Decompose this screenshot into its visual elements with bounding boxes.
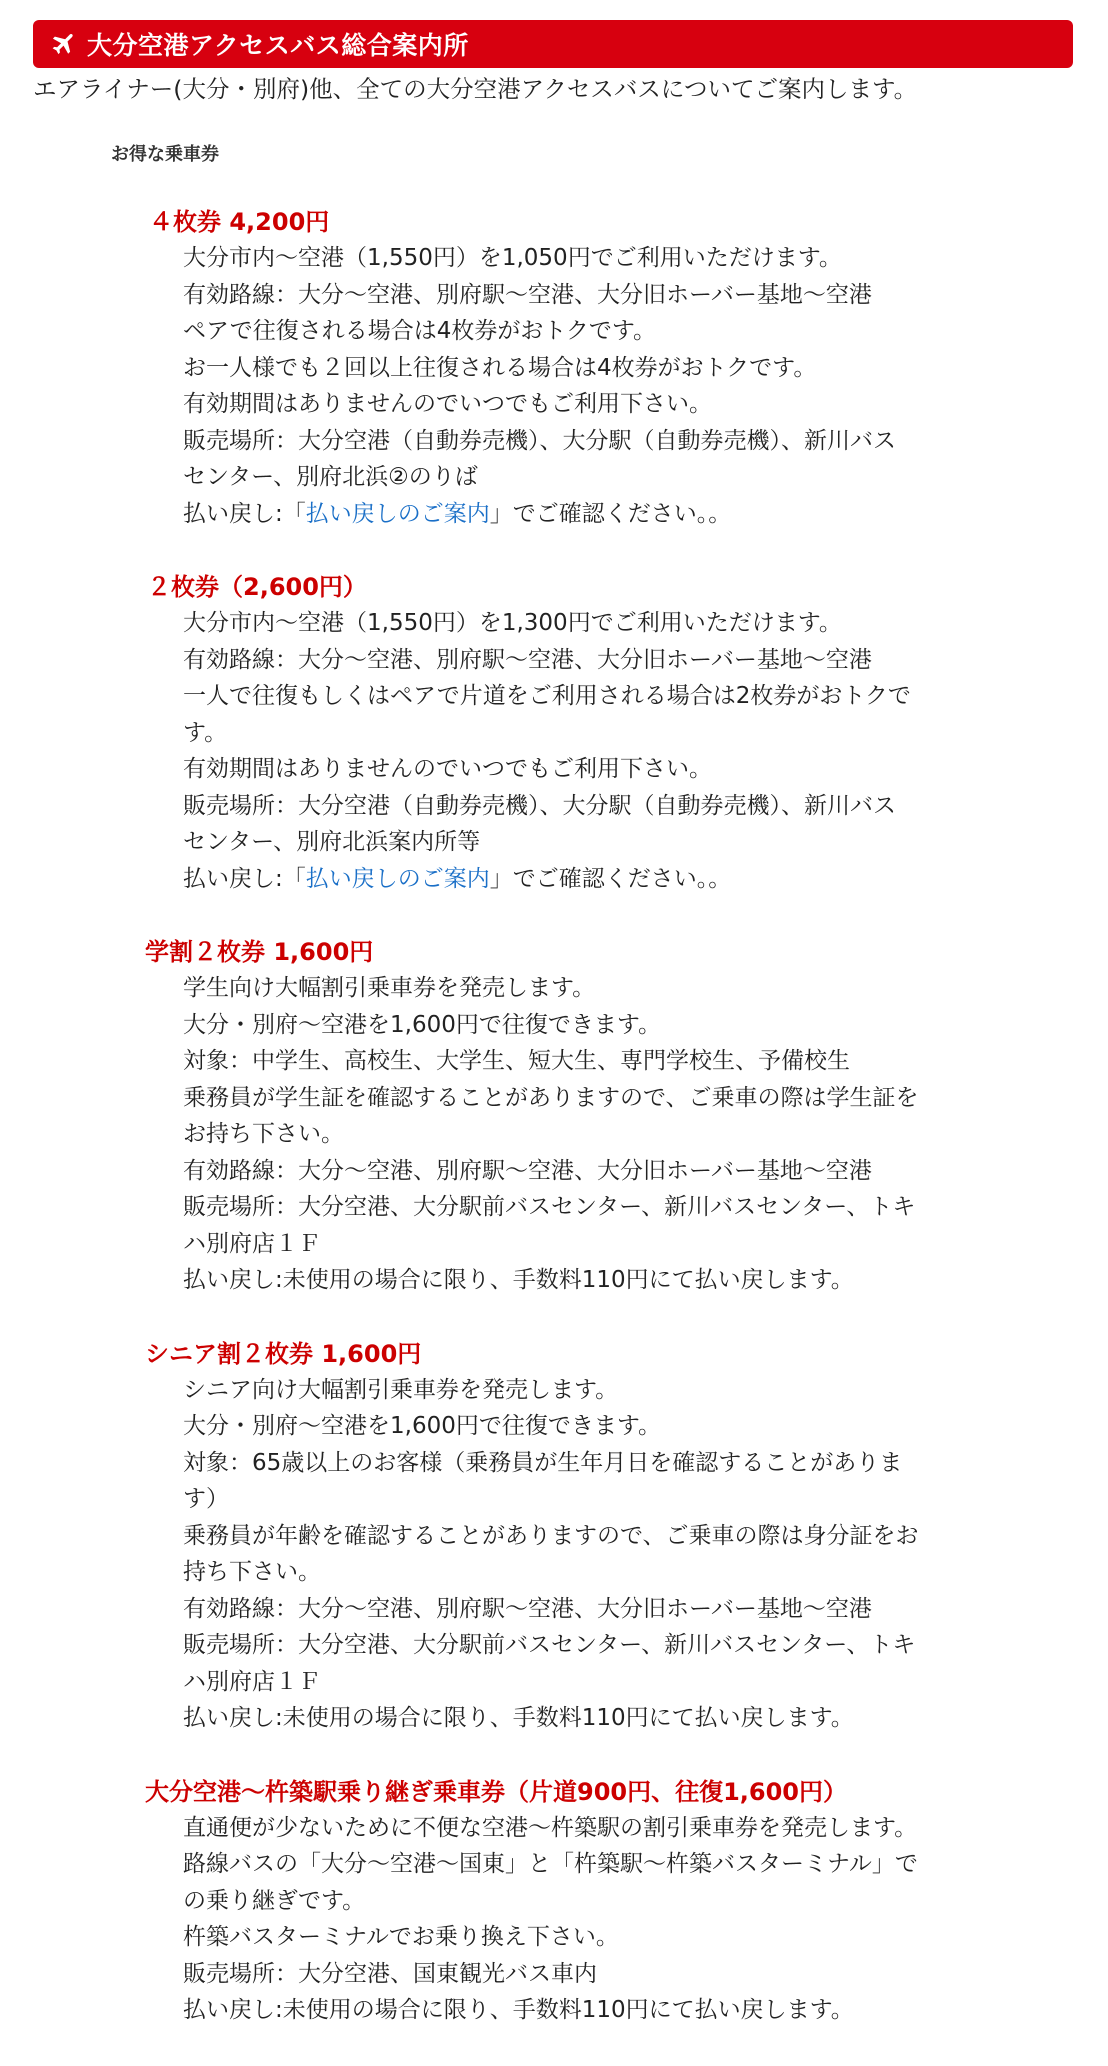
ticket-line: 有効路線：大分～空港、別府駅～空港、大分旧ホーバー基地～空港 <box>183 1595 872 1622</box>
ticket-line: 販売場所：大分空港、国東観光バス車内 <box>183 1960 597 1987</box>
refund-guide-link[interactable]: 払い戻しのご案内 <box>305 500 490 527</box>
ticket-line: ペアで往復される場合は4枚券がおトクです。 <box>183 318 657 344</box>
ticket-line: 乗務員が学生証を確認することがありますので、ご乗車の際は学生証を <box>183 1084 919 1111</box>
ticket-title: ２枚券（2,600円） <box>147 573 367 601</box>
ticket-line: 大分市内～空港（1,550円）を1,050円でご利用いただけます。 <box>183 245 842 271</box>
refund-guide-link[interactable]: 払い戻しのご案内 <box>305 865 490 892</box>
airplane-icon <box>49 31 75 57</box>
ticket-title: ４枚券 4,200円 <box>149 208 330 236</box>
ticket-line: 販売場所：大分空港（自動券売機）、大分駅（自動券売機）、新川バス <box>183 792 896 819</box>
refund-suffix: 」でご確認ください。。 <box>489 865 732 892</box>
ticket-line: ハ別府店１Ｆ <box>183 1668 321 1695</box>
ticket-line: す） <box>183 1486 229 1512</box>
ticket-title: 大分空港～杵築駅乗り継ぎ乗車券（片道900円、往復1,600円） <box>145 1777 848 1806</box>
ticket-line: 払い戻し:未使用の場合に限り、手数料110円にて払い戻します。 <box>183 1705 854 1731</box>
ticket-line: 販売場所：大分空港（自動券売機）、大分駅（自動券売機）、新川バス <box>183 427 896 454</box>
ticket-line: の乗り継ぎです。 <box>183 1887 366 1914</box>
ticket-line: 大分・別府～空港を1,600円で往復できます。 <box>183 1011 662 1038</box>
ticket-line: 販売場所：大分空港、大分駅前バスセンター、新川バスセンター、トキ <box>183 1194 916 1220</box>
ticket-details <box>183 1810 1005 2029</box>
refund-line <box>183 496 1005 533</box>
ticket-line: 対象：中学生、高校生、大学生、短大生、専門学校生、予備校生 <box>183 1048 850 1074</box>
ticket-details <box>183 605 1005 897</box>
ticket-4-pack <box>145 204 1005 532</box>
ticket-line: 直通便が少ないために不便な空港～杵築駅の割引乗車券を発売します。 <box>183 1814 918 1841</box>
ticket-line: 一人で往復もしくはペアで片道をご利用される場合は2枚券がおトクで <box>183 683 911 709</box>
ticket-line: 有効路線：大分～空港、別府駅～空港、大分旧ホーバー基地～空港 <box>183 1157 872 1184</box>
intro-text: エアライナー(大分・別府)他、全ての大分空港アクセスバスについてご案内します。 <box>33 75 918 103</box>
ticket-senior-2-pack <box>145 1336 1005 1737</box>
ticket-kitsuki-transfer <box>145 1774 1005 2029</box>
ticket-line: 乗務員が年齢を確認することがありますので、ご乗車の際は身分証をお <box>183 1522 919 1549</box>
ticket-line: 有効期間はありませんのでいつでもご利用下さい。 <box>183 756 712 782</box>
ticket-line: ハ別府店１Ｆ <box>183 1230 321 1257</box>
ticket-list <box>145 204 1005 2066</box>
ticket-line: 有効路線：大分～空港、別府駅～空港、大分旧ホーバー基地～空港 <box>183 281 872 308</box>
ticket-line: センター、別府北浜②のりば <box>183 464 478 490</box>
ticket-line: 大分市内～空港（1,550円）を1,300円でご利用いただけます。 <box>183 610 842 636</box>
ticket-line: 払い戻し:未使用の場合に限り、手数料110円にて払い戻します。 <box>183 1267 854 1293</box>
refund-prefix: 払い戻し:「 <box>183 500 306 527</box>
ticket-line: 持ち下さい。 <box>183 1559 321 1585</box>
ticket-line: す。 <box>183 719 228 746</box>
ticket-2-pack <box>145 569 1005 897</box>
ticket-line: 販売場所：大分空港、大分駅前バスセンター、新川バスセンター、トキ <box>183 1632 916 1658</box>
ticket-title: シニア割２枚券 1,600円 <box>145 1339 422 1368</box>
refund-suffix: 」でご確認ください。。 <box>489 500 732 527</box>
ticket-details <box>183 970 1005 1299</box>
ticket-line: 杵築バスターミナルでお乗り換え下さい。 <box>183 1924 619 1950</box>
ticket-line: センター、別府北浜案内所等 <box>183 829 481 855</box>
ticket-student-2-pack <box>145 934 1005 1299</box>
section-label: お得な乗車券 <box>111 144 219 165</box>
refund-line <box>183 861 1005 898</box>
ticket-title: 学割２枚券 1,600円 <box>145 938 374 966</box>
ticket-line: シニア向け大幅割引乗車券を発売します。 <box>183 1376 619 1403</box>
ticket-line: 学生向け大幅割引乗車券を発売します。 <box>183 975 596 1001</box>
refund-prefix: 払い戻し:「 <box>183 865 306 892</box>
ticket-line: 有効路線：大分～空港、別府駅～空港、大分旧ホーバー基地～空港 <box>183 646 872 673</box>
ticket-line: お一人様でも２回以上往復される場合は4枚券がおトクです。 <box>183 354 817 381</box>
ticket-line: 払い戻し:未使用の場合に限り、手数料110円にて払い戻します。 <box>183 1997 854 2023</box>
ticket-line: 路線バスの「大分～空港～国東」と「杵築駅～杵築バスターミナル」で <box>183 1851 918 1877</box>
ticket-line: 有効期間はありませんのでいつでもご利用下さい。 <box>183 391 712 417</box>
page-title: 大分空港アクセスバス総合案内所 <box>87 31 469 60</box>
header-bar <box>33 20 1073 68</box>
ticket-details <box>183 240 1005 532</box>
ticket-line: 対象：65歳以上のお客様（乗務員が生年月日を確認することがありま <box>183 1449 903 1476</box>
ticket-details <box>183 1372 1005 1737</box>
ticket-line: お持ち下さい。 <box>183 1121 344 1147</box>
ticket-line: 大分・別府～空港を1,600円で往復できます。 <box>183 1413 662 1439</box>
